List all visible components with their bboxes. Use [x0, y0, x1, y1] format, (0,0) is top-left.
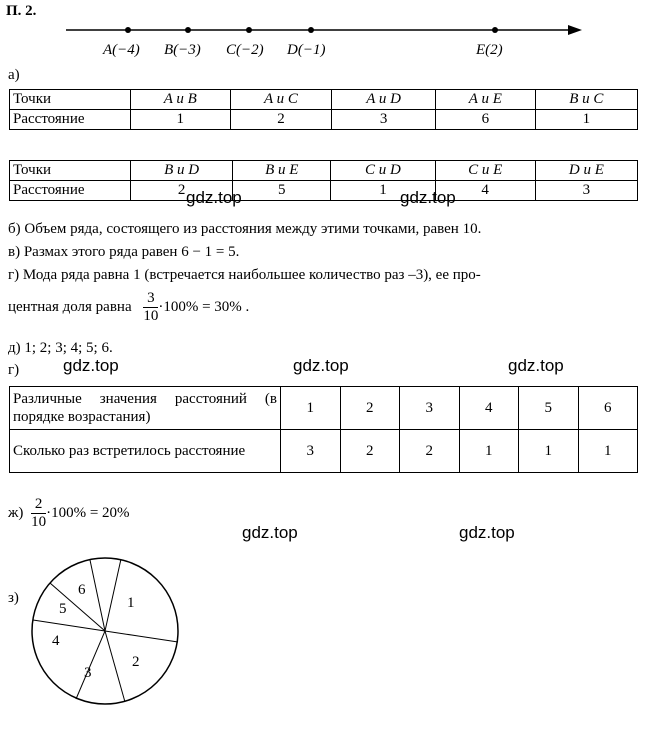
pie-slice-label: 2 [132, 654, 140, 670]
text-part-g-prefix: центная доля равна [8, 298, 132, 315]
table-cell: 1 [535, 110, 637, 130]
fraction-zh [31, 496, 46, 531]
table-row [10, 387, 638, 430]
table-cell: 2 [340, 430, 400, 473]
table-cell: 4 [435, 181, 535, 201]
pie-slice-label: 5 [59, 601, 67, 617]
table-cell: 1 [131, 110, 231, 130]
watermark-text: gdz.top [63, 356, 119, 375]
fraction-g [143, 290, 158, 325]
point-c-label: C(−2) [226, 42, 264, 58]
table-cell: Точки [10, 90, 131, 110]
point-a-label: A(−4) [103, 42, 140, 58]
text-part-zh [8, 496, 130, 531]
table-cell: 1 [281, 387, 341, 430]
fraction-zh-rest: ·100% = 20% [46, 505, 130, 521]
table-cell: C и E [435, 161, 535, 181]
text-part-g-line1: г) Мода ряда равна 1 (встречается наибольшее количество раз –3), ее про- [8, 267, 481, 283]
table-row [10, 181, 638, 201]
table-cell: B и C [535, 90, 637, 110]
text-part-v: в) Размах этого ряда равен 6 − 1 = 5. [8, 244, 240, 260]
fraction-denominator: 10 [31, 514, 47, 530]
part-a-label: а) [8, 67, 20, 83]
text-part-d: д) 1; 2; 3; 4; 5; 6. [8, 340, 113, 356]
table-cell: B и D [131, 161, 233, 181]
table-row [10, 110, 638, 130]
table-cell: 1 [459, 430, 519, 473]
table-cell: Различные значения расстояний (в порядке возрастания) [10, 387, 281, 430]
table-cell: 4 [459, 387, 519, 430]
table-cell: 2 [400, 430, 460, 473]
table-cell: 3 [400, 387, 460, 430]
table-cell: 2 [131, 181, 233, 201]
point-e-label: E(2) [476, 42, 503, 58]
point-c-dot [246, 27, 252, 33]
table-cell: 5 [233, 181, 331, 201]
table-row [10, 161, 638, 181]
arrow-head-icon [568, 25, 582, 35]
table-cell: 2 [230, 110, 332, 130]
table-cell: 3 [332, 110, 436, 130]
pie-slice-label: 4 [52, 633, 60, 649]
point-e-dot [492, 27, 498, 33]
table-cell: A и B [131, 90, 231, 110]
table-cell: 1 [578, 430, 638, 473]
watermark-text: gdz.top [459, 523, 515, 542]
pie-slice-label: 6 [78, 582, 86, 598]
table-cell: Сколько раз встретилось расстояние [10, 430, 281, 473]
part-zh-label: ж) [8, 505, 24, 521]
table-cell: D и E [535, 161, 637, 181]
part-z-label: з) [8, 590, 19, 606]
table-cell: 6 [436, 110, 536, 130]
distance-table-1 [9, 89, 638, 130]
table-row [10, 430, 638, 473]
point-d-dot [308, 27, 314, 33]
table-row [10, 90, 638, 110]
table-cell: 3 [281, 430, 341, 473]
text-part-b: б) Объем ряда, состоящего из расстояния между этими точками, равен 10. [8, 221, 482, 237]
watermark-text: gdz.top [508, 356, 564, 375]
table-cell: 6 [578, 387, 638, 430]
watermark-text: gdz.top [400, 188, 456, 207]
table-cell: A и E [436, 90, 536, 110]
fraction-g-rest: ·100% = 30% . [158, 298, 250, 315]
pie-slice-label: 1 [127, 595, 135, 611]
watermark-text: gdz.top [242, 523, 298, 542]
table-cell: 1 [519, 430, 579, 473]
distance-table-2 [9, 160, 638, 201]
table-cell: Расстояние [10, 110, 131, 130]
fraction-numerator: 3 [143, 290, 158, 308]
fraction-denominator: 10 [143, 308, 159, 324]
point-b-dot [185, 27, 191, 33]
text-part-g-line2 [8, 290, 249, 325]
table-cell: 2 [340, 387, 400, 430]
pie-slice-label: 3 [84, 665, 92, 681]
point-d-label: D(−1) [287, 42, 326, 58]
table-cell: 5 [519, 387, 579, 430]
point-a-dot [125, 27, 131, 33]
part-g2-label: г) [8, 362, 20, 378]
fraction-numerator: 2 [31, 496, 46, 514]
frequency-table [9, 386, 638, 473]
table-cell: A и C [230, 90, 332, 110]
problem-title: П. 2. [6, 3, 37, 19]
table-cell: Расстояние [10, 181, 131, 201]
table-cell: C и D [331, 161, 435, 181]
table-cell: Точки [10, 161, 131, 181]
table-cell: B и E [233, 161, 331, 181]
watermark-text: gdz.top [186, 188, 242, 207]
point-b-label: B(−3) [164, 42, 201, 58]
table-cell: A и D [332, 90, 436, 110]
table-cell: 3 [535, 181, 637, 201]
table-cell: 1 [331, 181, 435, 201]
watermark-text: gdz.top [293, 356, 349, 375]
